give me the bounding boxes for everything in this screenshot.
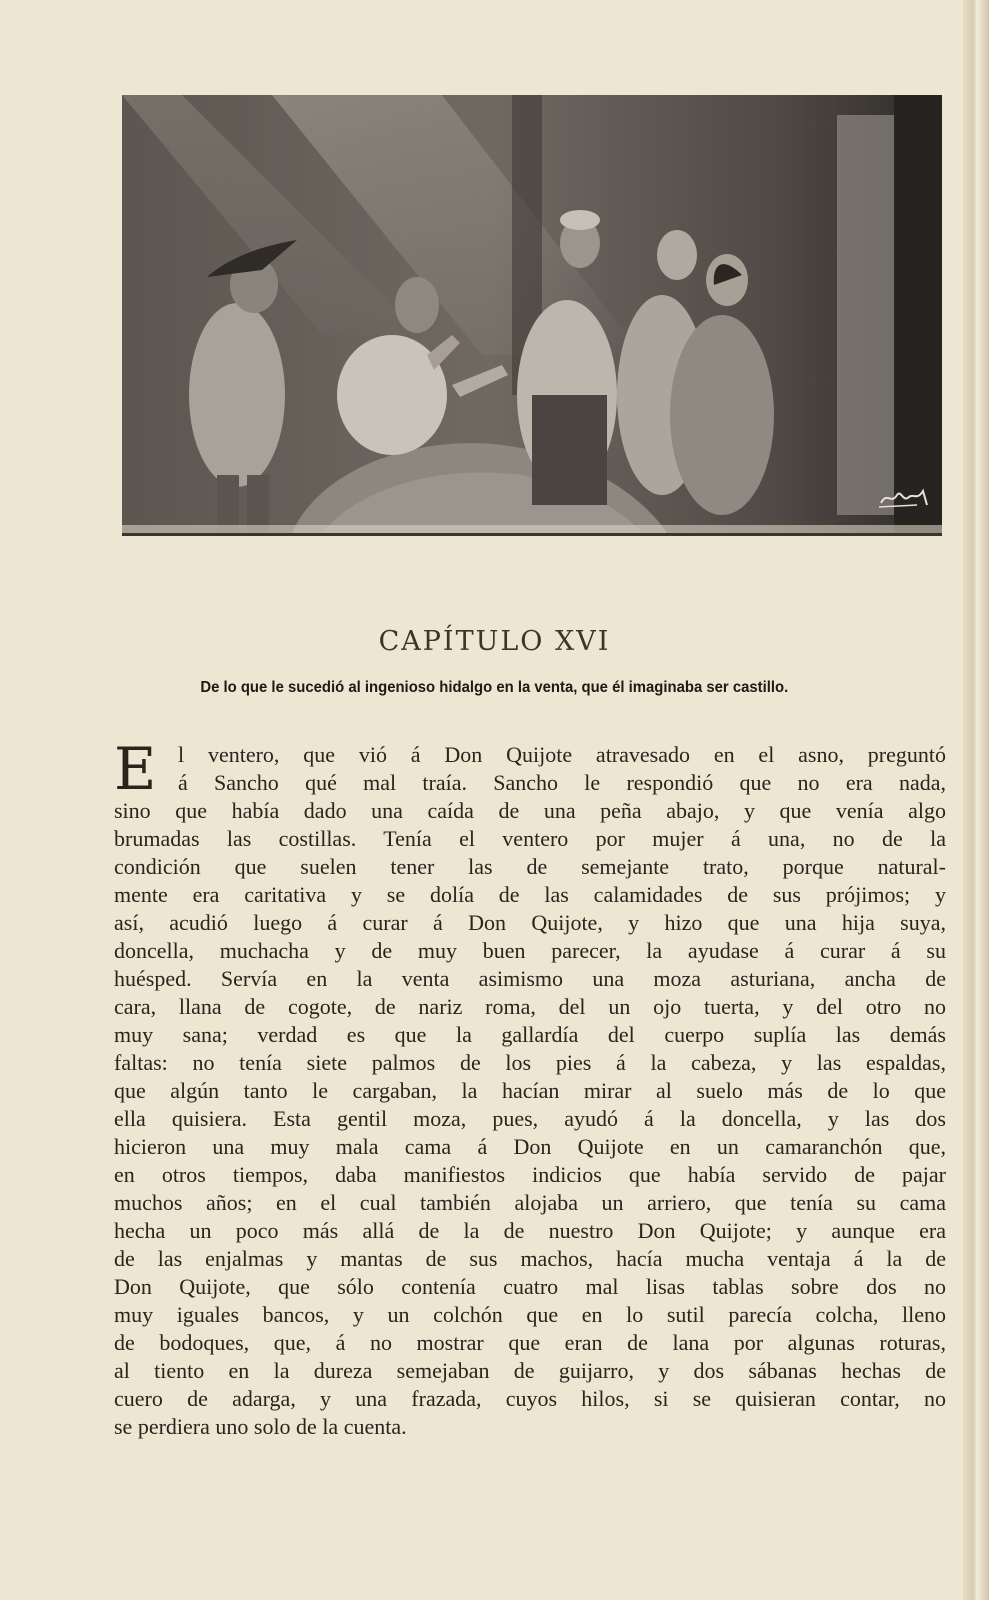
text-line: de las enjalmas y mantas de sus machos, hacía mucha ventaja á la de bbox=[114, 1246, 946, 1271]
text-line: cuero de adarga, y una frazada, cuyos hilos, si se quisieran contar, no bbox=[114, 1386, 946, 1411]
text-line: de bodoques, que, á no mostrar que eran de lana por algunas roturas, bbox=[114, 1330, 946, 1355]
drop-cap: E bbox=[114, 735, 157, 803]
text-line: condición que suelen tener las de semejante trato, porque natural- bbox=[114, 854, 946, 879]
text-line: huésped. Servía en la venta asimismo una moza asturiana, ancha de bbox=[114, 966, 946, 991]
text-line: l ventero, que vió á Don Quijote atravesado en el asno, preguntó bbox=[178, 742, 946, 767]
chapter-illustration bbox=[122, 95, 942, 536]
text-line: sino que había dado una caída de una peña abajo, y que venía algo bbox=[114, 798, 946, 823]
page-edge bbox=[963, 0, 989, 1600]
text-line: muy iguales bancos, y un colchón que en lo sutil parecía colcha, lleno bbox=[114, 1302, 946, 1327]
text-line: se perdiera uno solo de la cuenta. bbox=[114, 1414, 407, 1439]
text-line: mente era caritativa y se dolía de las calamidades de sus prójimos; y bbox=[114, 882, 946, 907]
text-line: doncella, muchacha y de muy buen parecer, la ayudase á curar á su bbox=[114, 938, 946, 963]
text-line: cara, llana de cogote, de nariz roma, del un ojo tuerta, y del otro no bbox=[114, 994, 946, 1019]
text-line: muchos años; en el cual también alojaba un arriero, que tenía su cama bbox=[114, 1190, 946, 1215]
text-line: hecha un poco más allá de la de nuestro Don Quijote; y aunque era bbox=[114, 1218, 946, 1243]
text-line: brumadas las costillas. Tenía el ventero por mujer á una, no de la bbox=[114, 826, 946, 851]
text-line: faltas: no tenía siete palmos de los pies á la cabeza, y las espaldas, bbox=[114, 1050, 946, 1075]
chapter-body-text bbox=[114, 735, 946, 1441]
text-line: á Sancho qué mal traía. Sancho le respondió que no era nada, bbox=[178, 770, 946, 795]
text-line: Don Quijote, que sólo contenía cuatro mal lisas tablas sobre dos no bbox=[114, 1274, 946, 1299]
text-line: hicieron una muy mala cama á Don Quijote en un camaranchón que, bbox=[114, 1134, 946, 1159]
chapter-title: CAPÍTULO XVI bbox=[378, 626, 611, 657]
text-line: muy sana; verdad es que la gallardía del cuerpo suplía las demás bbox=[114, 1022, 946, 1047]
text-line: que algún tanto le cargaban, la hacían mirar al suelo más de lo que bbox=[114, 1078, 946, 1103]
artist-signature bbox=[877, 483, 933, 509]
text-line: ella quisiera. Esta gentil moza, pues, ayudó á la doncella, y las dos bbox=[114, 1106, 946, 1131]
text-line: en otros tiempos, daba manifiestos indicios que había servido de pajar bbox=[114, 1162, 946, 1187]
text-line: al tiento en la dureza semejaban de guijarro, y dos sábanas hechas de bbox=[114, 1358, 946, 1383]
chapter-summary: De lo que le sucedió al ingenioso hidalgo en la venta, que él imaginaba ser castillo. bbox=[200, 679, 789, 696]
text-line: así, acudió luego á curar á Don Quijote, y hizo que una hija suya, bbox=[114, 910, 946, 935]
